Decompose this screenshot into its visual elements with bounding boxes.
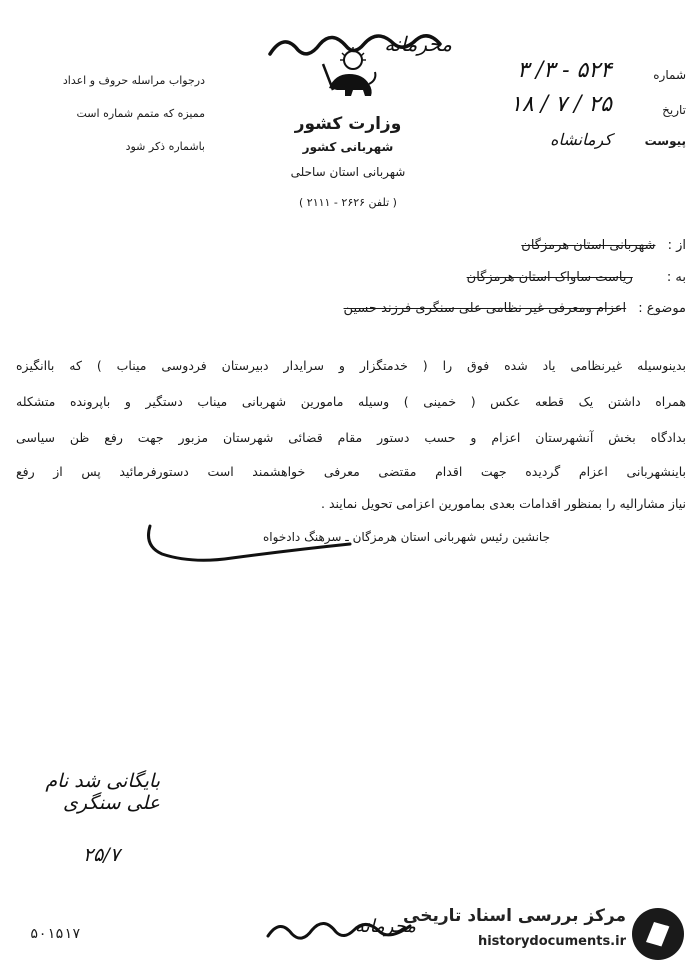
body-line-5: نیاز مشارالیه را بمنظور اقدامات بعدی بمامورین اعزامی تحویل نمایند . [321, 496, 686, 511]
ministry-title: وزارت کشور [294, 114, 402, 134]
department-title: شهربانی کشور [302, 140, 394, 154]
body-line-3: بدادگاه بخش آنشهرستان اعزام و حسب دستور مقام قضائی شهرستان مزبور جهت رفع ظن سیاسی [16, 430, 686, 445]
margin-note-line-1: بایگانی شد نام علی سنگری [45, 770, 160, 814]
from-label: از : [667, 238, 686, 253]
body-line-4: باینشهربانی اعزام گردیده جهت اقدام مقتضی معرفی خواهشمند است دستورفرمائید پس از رفع [16, 464, 686, 479]
from-value: شهربانی استان هرمزگان [521, 238, 656, 253]
number-value: ۵۲۴ - ۳/ ۳ [517, 58, 612, 83]
archive-logo-icon [630, 906, 686, 962]
from-line [126, 238, 686, 253]
margin-note-line-2: ۲۵/۷ [82, 844, 120, 866]
watermark-url[interactable]: historydocuments.ir [477, 934, 626, 949]
subject-value: اعزام ومعرفی غیر نظامی علی سنگری فرزند حسین [343, 301, 627, 316]
reply-note-line-2: ممیزه که متمم شماره است [76, 107, 205, 120]
reply-note-line-3: باشماره ذکر شود [125, 140, 205, 153]
stamp-bottom-text: محرمانه [355, 916, 416, 937]
body-line-1: بدینوسیله غیرنظامی یاد شده فوق را ( خدمتگزار و سرایدار دبیرستان فردوسی میناب ) که باانگیزه [16, 358, 686, 373]
subject-line [126, 301, 686, 316]
date-value: ۲۵ / ۷ / ۱۸ [510, 92, 612, 117]
to-line [126, 270, 686, 285]
stamp-top-text: محرمانه [384, 32, 452, 56]
reply-note-line-1: درجواب مراسله حروف و اعداد [62, 74, 205, 87]
attachment-label: پیوست [644, 134, 686, 148]
attachment-value: کرمانشاه [550, 130, 612, 149]
signature-scribble-icon [140, 516, 360, 570]
phone-numbers: ( تلفن ۲۶۲۶ - ۲۱۱۱ ) [299, 196, 397, 209]
signature-line: جانشین رئیس شهربانی استان هرمزگان ـ سرهنگ دادخواه [263, 530, 550, 544]
date-label: تاریخ [662, 103, 686, 117]
to-value: ریاست ساواک استان هرمزگان [466, 270, 633, 285]
number-label: شماره [653, 68, 686, 82]
to-label: به : [666, 270, 686, 285]
margin-note [10, 770, 160, 866]
archive-number: ۵۰۱۵۱۷ [30, 926, 81, 942]
sub-department-title: شهربانی استان ساحلی [290, 165, 406, 179]
watermark-org-name: مرکز بررسی اسناد تاریخی [403, 906, 626, 926]
subject-label: موضوع : [638, 301, 686, 316]
body-line-2: همراه داشتن یک قطعه عکس ( خمینی ) وسیله مامورین شهربانی میناب دستگیر و باپرونده متشکله [16, 394, 686, 409]
